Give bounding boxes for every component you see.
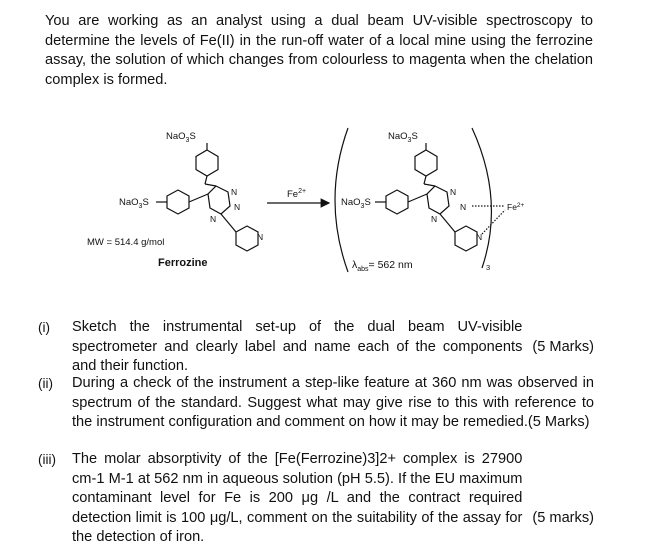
ring-n-label: N [460,202,467,212]
ferrozine-label: Ferrozine [158,257,208,269]
ring-n-label: N [210,214,217,224]
ring-n-label: N [231,187,238,197]
right-bracket [472,128,491,268]
ring-n-label: N [234,202,241,212]
sulfonate-label-left: NaO$_3$S [119,197,149,210]
question-number: (i) [38,320,50,335]
question-3 [38,450,594,548]
ferrozine-structure [156,143,258,251]
mw-label: MW = 514.4 g/mol [87,237,165,248]
intro-paragraph: You are working as an analyst using a dual beam UV-visible spectroscopy to determine the levels of Fe(II) in the run-off water of a local mine using the ferrozine assay, the solution of which changes from colourless to magenta when the chelation complex is formed. [45,13,593,88]
sulfonate-label-complex-top: NaO$_3$S [388,131,418,144]
lambda-label: $\lambda_{abs}= 562$ nm [352,259,413,273]
stoichiometry-label: 3 [486,263,491,272]
question-text: Sketch the instrumental set-up of the dual beam UV-visible spectrometer and clearly label and name each of the components and their function. [72,319,523,374]
arrow-reagent-label: $Fe^{2+}$ [287,188,307,200]
question-text: During a check of the instrument a step-like feature at 360 nm was observed in spectrum of the standard. Suggest what may give rise to this with reference to the instrument configuration and comment on how it may be remedied.(5 Marks) [72,375,594,430]
question-number: (ii) [38,376,53,391]
complex-structure [375,143,505,251]
complex-iron-label: $Fe^{2+}$ [507,202,525,212]
left-bracket [335,128,348,272]
ring-n-label: N [476,232,483,242]
sulfonate-label-top: NaO$_3$S [166,131,196,144]
question-marks: (5 marks) [532,509,594,526]
question-2 [38,374,594,433]
ring-n-label: N [431,214,438,224]
ring-n-label: N [257,232,264,242]
sulfonate-label-complex-left: NaO$_3$S [341,197,371,210]
question-1 [38,318,594,377]
question-marks: (5 Marks) [532,338,594,355]
question-text: The molar absorptivity of the [Fe(Ferrozine)3]2+ complex is 27900 cm-1 M-1 at 562 nm in aqueous solution (pH 5.5). If the EU maximum contaminant level for Fe is 200 μg /L and the contract required detection limit is 100 μg/L, comment on the suitability of the assay for the detection of iron. [72,451,523,545]
question-number: (iii) [38,452,56,467]
ring-n-label: N [450,187,457,197]
